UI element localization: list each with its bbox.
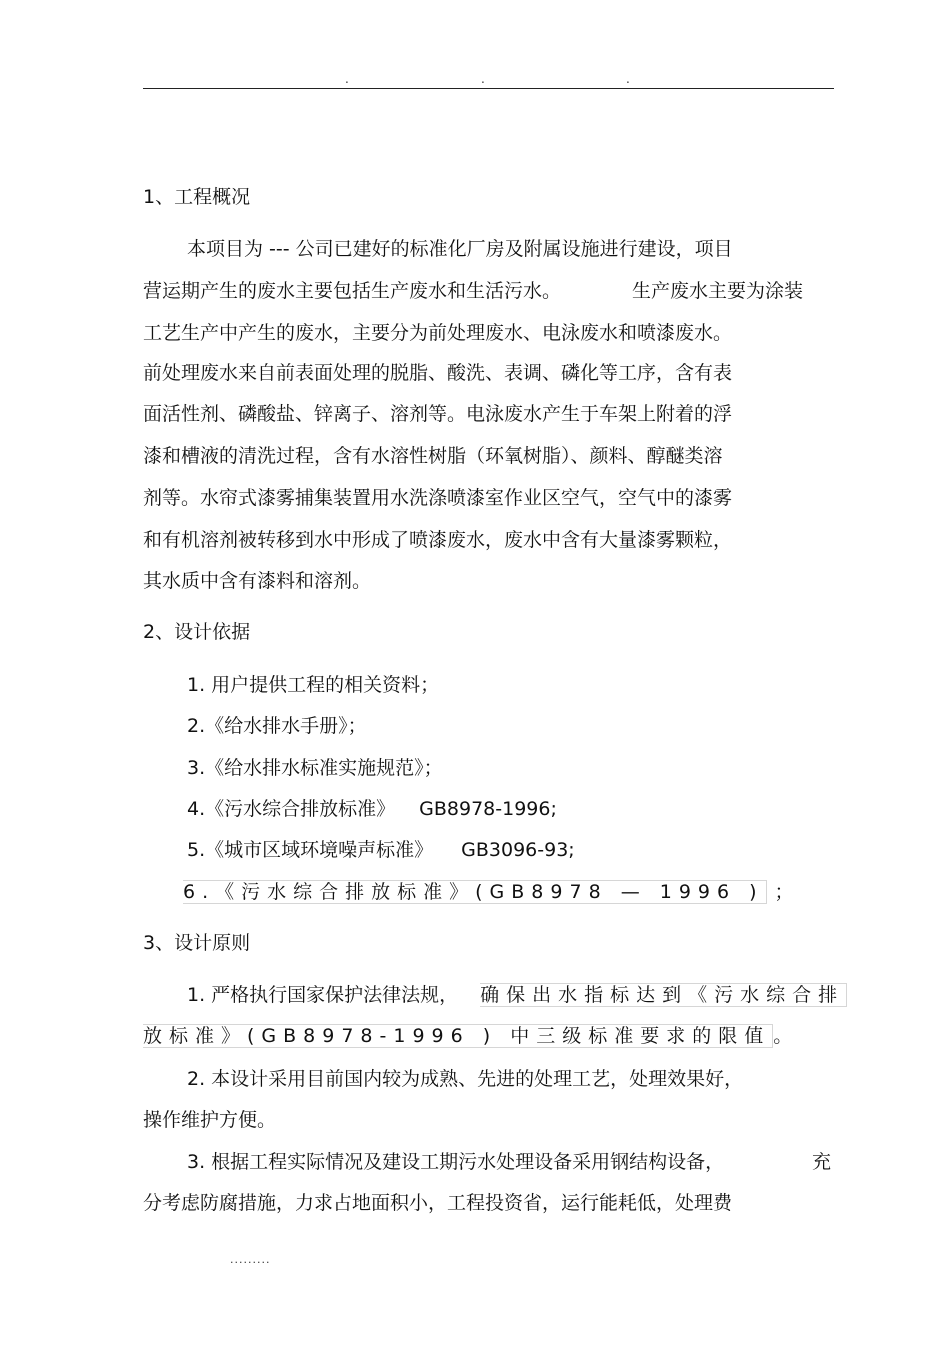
paragraph-line: 本项目为 --- 公司已建好的标准化厂房及附属设施进行建设，项目	[187, 238, 733, 260]
paragraph-line: 和有机溶剂被转移到水中形成了喷漆废水，废水中含有大量漆雾颗粒，	[143, 529, 733, 551]
paragraph-line: 生产废水主要为涂装	[632, 280, 804, 302]
header-dot: .	[481, 72, 485, 86]
list-item: 1. 用户提供工程的相关资料；	[187, 674, 440, 696]
paragraph-line: 其水质中含有漆料和溶剂。	[143, 570, 372, 592]
list-item-text: 4.《污水综合排放标准》	[187, 798, 396, 820]
list-item	[187, 835, 575, 862]
paragraph-line: 剂等。水帘式漆雾捕集装置用水洗涤喷漆室作业区空气，空气中的漆雾	[143, 487, 733, 509]
paragraph-line	[187, 980, 847, 1007]
paragraph-line: 3. 根据工程实际情况及建设工期污水处理设备采用钢结构设备，	[187, 1151, 725, 1173]
list-item-text: 5.《城市区域环境噪声标准》	[187, 839, 434, 861]
paragraph-line: 分考虑防腐措施，力求占地面积小，工程投资省，运行能耗低，处理费	[143, 1192, 733, 1214]
paragraph-line	[143, 1021, 792, 1048]
header-rule	[143, 88, 834, 89]
list-item: 2.《给水排水手册》；	[187, 715, 367, 737]
paragraph-line: 充	[812, 1151, 832, 1173]
section-2-heading: 2、设计依据	[143, 621, 251, 643]
paragraph-text: 放标准》(GB8978-1996 ) 中三级标准要求的限值	[143, 1024, 773, 1048]
paragraph-line: 面活性剂、磷酸盐、锌离子、溶剂等。电泳废水产生于车架上附着的浮	[143, 403, 733, 425]
list-item-end: ；	[774, 881, 794, 903]
paragraph-line: 2. 本设计采用目前国内较为成熟、先进的处理工艺，处理效果好，	[187, 1068, 744, 1090]
header-dot: .	[626, 72, 630, 86]
section-1-heading: 1、工程概况	[143, 186, 251, 208]
paragraph-line: 营运期产生的废水主要包括生产废水和生活污水。	[143, 280, 562, 302]
header-dot: .	[345, 72, 349, 86]
list-item-end: ;	[568, 839, 575, 861]
paragraph-text: 1. 严格执行国家保护法律法规，	[187, 984, 459, 1006]
list-item-text: 6.《污水综合排放标准》(GB8978 — 1996 )	[183, 880, 767, 904]
paragraph-line: 操作维护方便。	[143, 1109, 277, 1131]
paragraph-line: 漆和槽液的清洗过程，含有水溶性树脂（环氧树脂）、颜料、醇醚类溶	[143, 445, 723, 467]
list-item-end: ;	[550, 798, 557, 820]
paragraph-text: 。	[773, 1025, 793, 1047]
section-3-heading: 3、设计原则	[143, 932, 251, 954]
standard-code: GB8978-1996	[419, 798, 551, 820]
list-item	[183, 877, 794, 904]
paragraph-line: 前处理废水来自前表面处理的脱脂、酸洗、表调、磷化等工序，含有表	[143, 362, 733, 384]
list-item: 3.《给水排水标准实施规范》；	[187, 757, 443, 779]
standard-code: GB3096-93	[461, 839, 569, 861]
paragraph-text: 确保出水指标达到《污水综合排	[480, 983, 847, 1007]
paragraph-line: 工艺生产中产生的废水，主要分为前处理废水、电泳废水和喷漆废水。	[143, 322, 733, 344]
list-item	[187, 794, 557, 821]
footer-dots: .........	[230, 1253, 271, 1266]
